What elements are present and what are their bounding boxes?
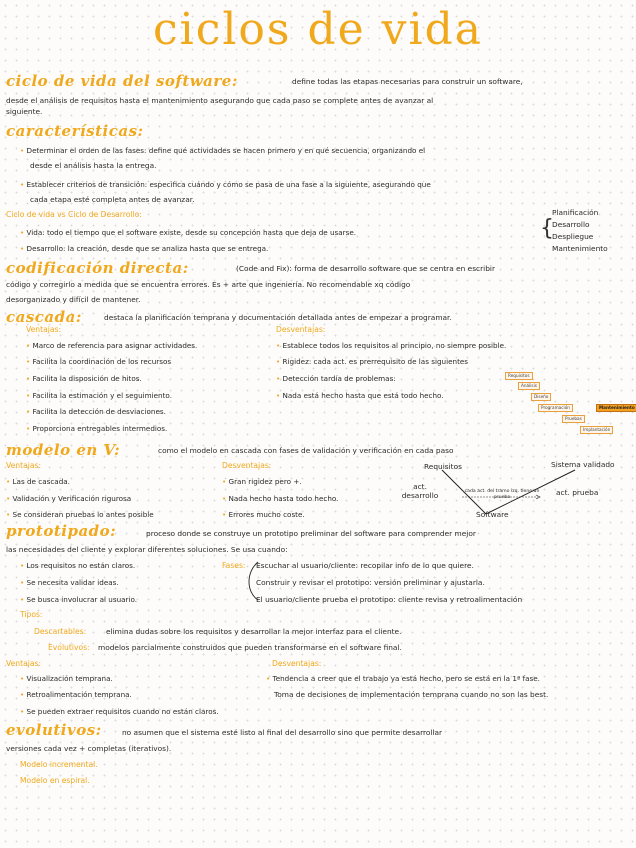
v-act-desarrollo: act. desarrollo [401, 482, 439, 500]
modelo-v-desventaja: • Nada hecho hasta todo hecho. [222, 494, 338, 503]
modelo-v-ventaja: • Las de cascada. [6, 477, 70, 486]
bracket-item: Desarrollo [552, 220, 590, 229]
v-center-note: cada act. del tramo izq. tiene un prueba [464, 489, 540, 500]
ciclo-vida-text-2: desde el análisis de requisitos hasta el mantenimiento asegurando que cada paso se complete antes de avanzar al [6, 96, 434, 105]
bracket-item: Despliegue [552, 232, 594, 241]
evolutivos-item: Modelo incremental. [20, 760, 98, 769]
prototipado-desventajas-label: Desventajas: [272, 659, 322, 668]
prototipado-cuando-item: • Se necesita validar ideas. [20, 578, 119, 587]
cascada-step: Análisis [518, 382, 540, 390]
cascada-desventaja: • Rigidez: cada act. es prerrequisito de las siguientes [276, 357, 468, 366]
prototipado-text-2: las necesidades del cliente y explorar diferentes soluciones. Se usa cuando: [6, 545, 288, 554]
subheading-vida-vs-desarrollo: Ciclo de vida vs Ciclo de Desarrollo: [6, 210, 142, 219]
modelo-v-desventaja: • Gran rigidez pero +. [222, 477, 302, 486]
prototipado-tipos-label: Tipos: [20, 610, 43, 619]
codificacion-text-1: (Code and Fix): forma de desarrollo software que se centra en escribir [236, 264, 495, 273]
brace-icon: { [540, 216, 554, 241]
cascada-desventaja: • Nada está hecho hasta que está todo hecho. [276, 391, 444, 400]
modelo-v-desventajas-label: Desventajas: [222, 461, 272, 470]
cascada-ventaja: • Facilita la estimación y el seguimiento. [26, 391, 172, 400]
caracteristica-item-cont: cada etapa esté completa antes de avanzar. [30, 195, 195, 204]
cascada-step: Implantación [580, 426, 613, 434]
cascada-step: Diseño [531, 393, 551, 401]
cascada-ventajas-label: Ventajas: [26, 325, 61, 334]
bracket-item: Mantenimiento [552, 244, 608, 253]
prototipado-fase: Escuchar al usuario/cliente: recopilar info de lo que quiere. [256, 561, 474, 570]
bracket-item: Planificación [552, 208, 599, 217]
prototipado-ventajas-label: Ventajas: [6, 659, 41, 668]
section-heading-ciclo-vida: ciclo de vida del software: [6, 72, 238, 90]
evolutivos-text-1: no asumen que el sistema esté listo al final del desarrollo sino que permite desarrollar [122, 728, 443, 737]
prototipado-descartables-text: elimina dudas sobre los requisitos y desarrollar la mejor interfaz para el cliente. [106, 627, 402, 636]
cascada-ventaja: • Facilita la disposición de hitos. [26, 374, 142, 383]
codificacion-text-2: código y corregirlo a medida que se encuentra errores. Es + arte que ingeniería. No recomendable xq código [6, 280, 411, 289]
section-heading-caracteristicas: características: [6, 122, 144, 140]
prototipado-ventaja: • Visualización temprana. [20, 674, 113, 683]
modelo-v-ventajas-label: Ventajas: [6, 461, 41, 470]
cascada-text: destaca la planificación temprana y documentación detallada antes de empezar a programar. [104, 313, 452, 322]
section-heading-codificacion: codificación directa: [6, 259, 189, 277]
caracteristica-item: • Establecer criterios de transición: especifica cuándo y cómo se pasa de una fase a la siguiente, asegurando que [20, 180, 431, 189]
caracteristica-item: • Determinar el orden de las fases: define qué actividades se hacen primero y en qué secuencia, organizando el [20, 146, 425, 155]
desarrollo-definition: • Desarrollo: la creación, desde que se analiza hasta que se entrega. [20, 244, 268, 253]
prototipado-evolutivos-label: Evolutivos: [48, 643, 90, 652]
cascada-desventajas-label: Desventajas: [276, 325, 326, 334]
prototipado-fase: Construir y revisar el prototipo: versión preliminar y ajustarla. [256, 578, 485, 587]
v-sistema-validado: Sistema validado [551, 460, 615, 469]
prototipado-desventaja: • Tendencia a creer que el trabajo ya está hecho, pero se está en la 1ª fase. [266, 674, 540, 683]
caracteristica-item-cont: desde el análisis hasta la entrega. [30, 161, 157, 170]
prototipado-ventaja: • Se pueden extraer requisitos cuando no están claros. [20, 707, 219, 716]
section-heading-cascada: cascada: [6, 308, 82, 326]
section-heading-prototipado: prototipado: [6, 522, 117, 540]
prototipado-desventaja: Toma de decisiones de implementación temprana cuando no son las best. [274, 690, 549, 699]
cascada-desventaja: • Establece todos los requisitos al principio, no siempre posible. [276, 341, 506, 350]
section-heading-modelo-v: modelo en V: [6, 441, 121, 459]
modelo-v-ventaja: • Se consideran pruebas lo antes posible [6, 510, 154, 519]
cascada-ventaja: • Marco de referencia para asignar actividades. [26, 341, 197, 350]
cascada-step-mantenimiento: Mantenimiento [596, 404, 636, 412]
modelo-v-desventaja: • Errores mucho coste. [222, 510, 305, 519]
modelo-v-ventaja: • Validación y Verificación rigurosa [6, 494, 131, 503]
cascada-ventaja: • Facilita la coordinación de los recursos [26, 357, 171, 366]
codificacion-text-3: desorganizado y difícil de mantener. [6, 295, 141, 304]
prototipado-text-1: proceso donde se construye un prototipo preliminar del software para comprender mejor [146, 529, 476, 538]
cascada-desventaja: • Detección tardía de problemas: [276, 374, 396, 383]
section-heading-evolutivos: evolutivos: [6, 721, 102, 739]
prototipado-descartables-label: Descartables: [34, 627, 87, 636]
evolutivos-text-2: versiones cada vez + completas (iterativos). [6, 744, 172, 753]
prototipado-ventaja: • Retroalimentación temprana. [20, 690, 132, 699]
evolutivos-item: Modelo en espiral. [20, 776, 90, 785]
prototipado-evolutivos-text: modelos parcialmente construidos que pueden transformarse en el software final. [98, 643, 402, 652]
prototipado-cuando-item: • Los requisitos no están claros. [20, 561, 135, 570]
prototipado-cuando-item: • Se busca involucrar al usuario. [20, 595, 137, 604]
ciclo-vida-text-3: siguiente. [6, 107, 43, 116]
prototipado-fases-label: Fases: [222, 561, 246, 570]
v-requisitos: Requisitos [424, 462, 462, 471]
cascada-ventaja: • Facilita la detección de desviaciones. [26, 407, 166, 416]
cascada-step: Programación [538, 404, 573, 412]
vida-definition: • Vida: todo el tiempo que el software existe, desde su concepción hasta que deja de usarse. [20, 228, 356, 237]
cascada-step: Pruebas [562, 415, 585, 423]
ciclo-vida-text-1: define todas las etapas necesarias para construir un software, [292, 77, 523, 86]
page-title: ciclos de vida [152, 4, 483, 55]
v-software: Software [476, 510, 509, 519]
prototipado-fase: El usuario/cliente prueba el prototipo: cliente revisa y retroalimentación [256, 595, 523, 604]
cascada-ventaja: • Proporciona entregables intermedios. [26, 424, 167, 433]
modelo-v-text: como el modelo en cascada con fases de validación y verificación en cada paso [158, 446, 454, 455]
v-act-prueba: act. prueba [556, 488, 599, 497]
cascada-step: Requisitos [505, 372, 533, 380]
